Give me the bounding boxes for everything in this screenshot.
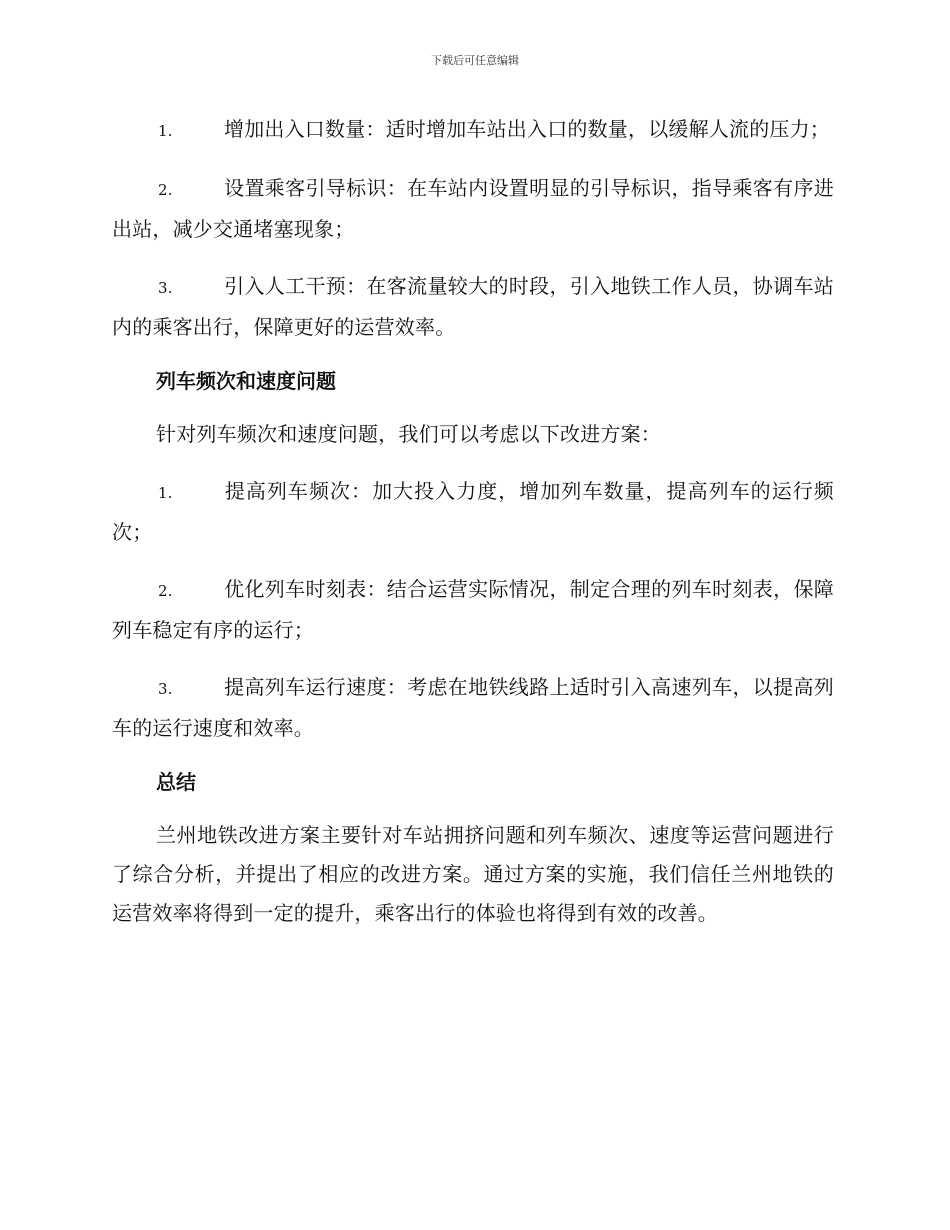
list-item: [112, 472, 834, 552]
document-body: [112, 110, 834, 951]
list-number: 2.: [158, 181, 173, 199]
list-item: [112, 169, 834, 249]
section-heading-train: 列车频次和速度问题: [156, 369, 336, 393]
list-text: 优化列车时刻表：结合运营实际情况，制定合理的列车时刻表，保障列车稳定有序的运行；: [112, 577, 834, 642]
list-item: [112, 110, 834, 151]
section-heading-summary: 总结: [156, 770, 196, 794]
list-number: 2.: [158, 582, 173, 600]
page-header: 下载后可任意编辑: [431, 54, 519, 67]
list-number: 3.: [158, 680, 173, 698]
list-number: 3.: [158, 279, 173, 297]
list-text: 提高列车运行速度：考虑在地铁线路上适时引入高速列车，以提高列车的运行速度和效率。: [112, 675, 834, 740]
list-text: 提高列车频次：加大投入力度，增加列车数量，提高列车的运行频次；: [112, 479, 834, 544]
list-item: [112, 570, 834, 650]
list-number: 1.: [158, 484, 173, 502]
list-item: [112, 267, 834, 347]
section-intro: 针对列车频次和速度问题，我们可以考虑以下改进方案：: [156, 422, 661, 446]
list-text: 增加出入口数量：适时增加车站出入口的数量，以缓解人流的压力；: [224, 117, 830, 141]
list-number: 1.: [158, 122, 173, 140]
list-text: 设置乘客引导标识：在车站内设置明显的引导标识，指导乘客有序进出站，减少交通堵塞现象；: [112, 176, 834, 241]
summary-paragraph: 兰州地铁改进方案主要针对车站拥挤问题和列车频次、速度等运营问题进行了综合分析，并提出了相应的改进方案。通过方案的实施，我们信任兰州地铁的运营效率将得到一定的提升，乘客出行的体验也将得到有效的改善。: [112, 823, 834, 925]
list-text: 引入人工干预：在客流量较大的时段，引入地铁工作人员，协调车站内的乘客出行，保障更好的运营效率。: [112, 274, 834, 339]
list-item: [112, 668, 834, 748]
